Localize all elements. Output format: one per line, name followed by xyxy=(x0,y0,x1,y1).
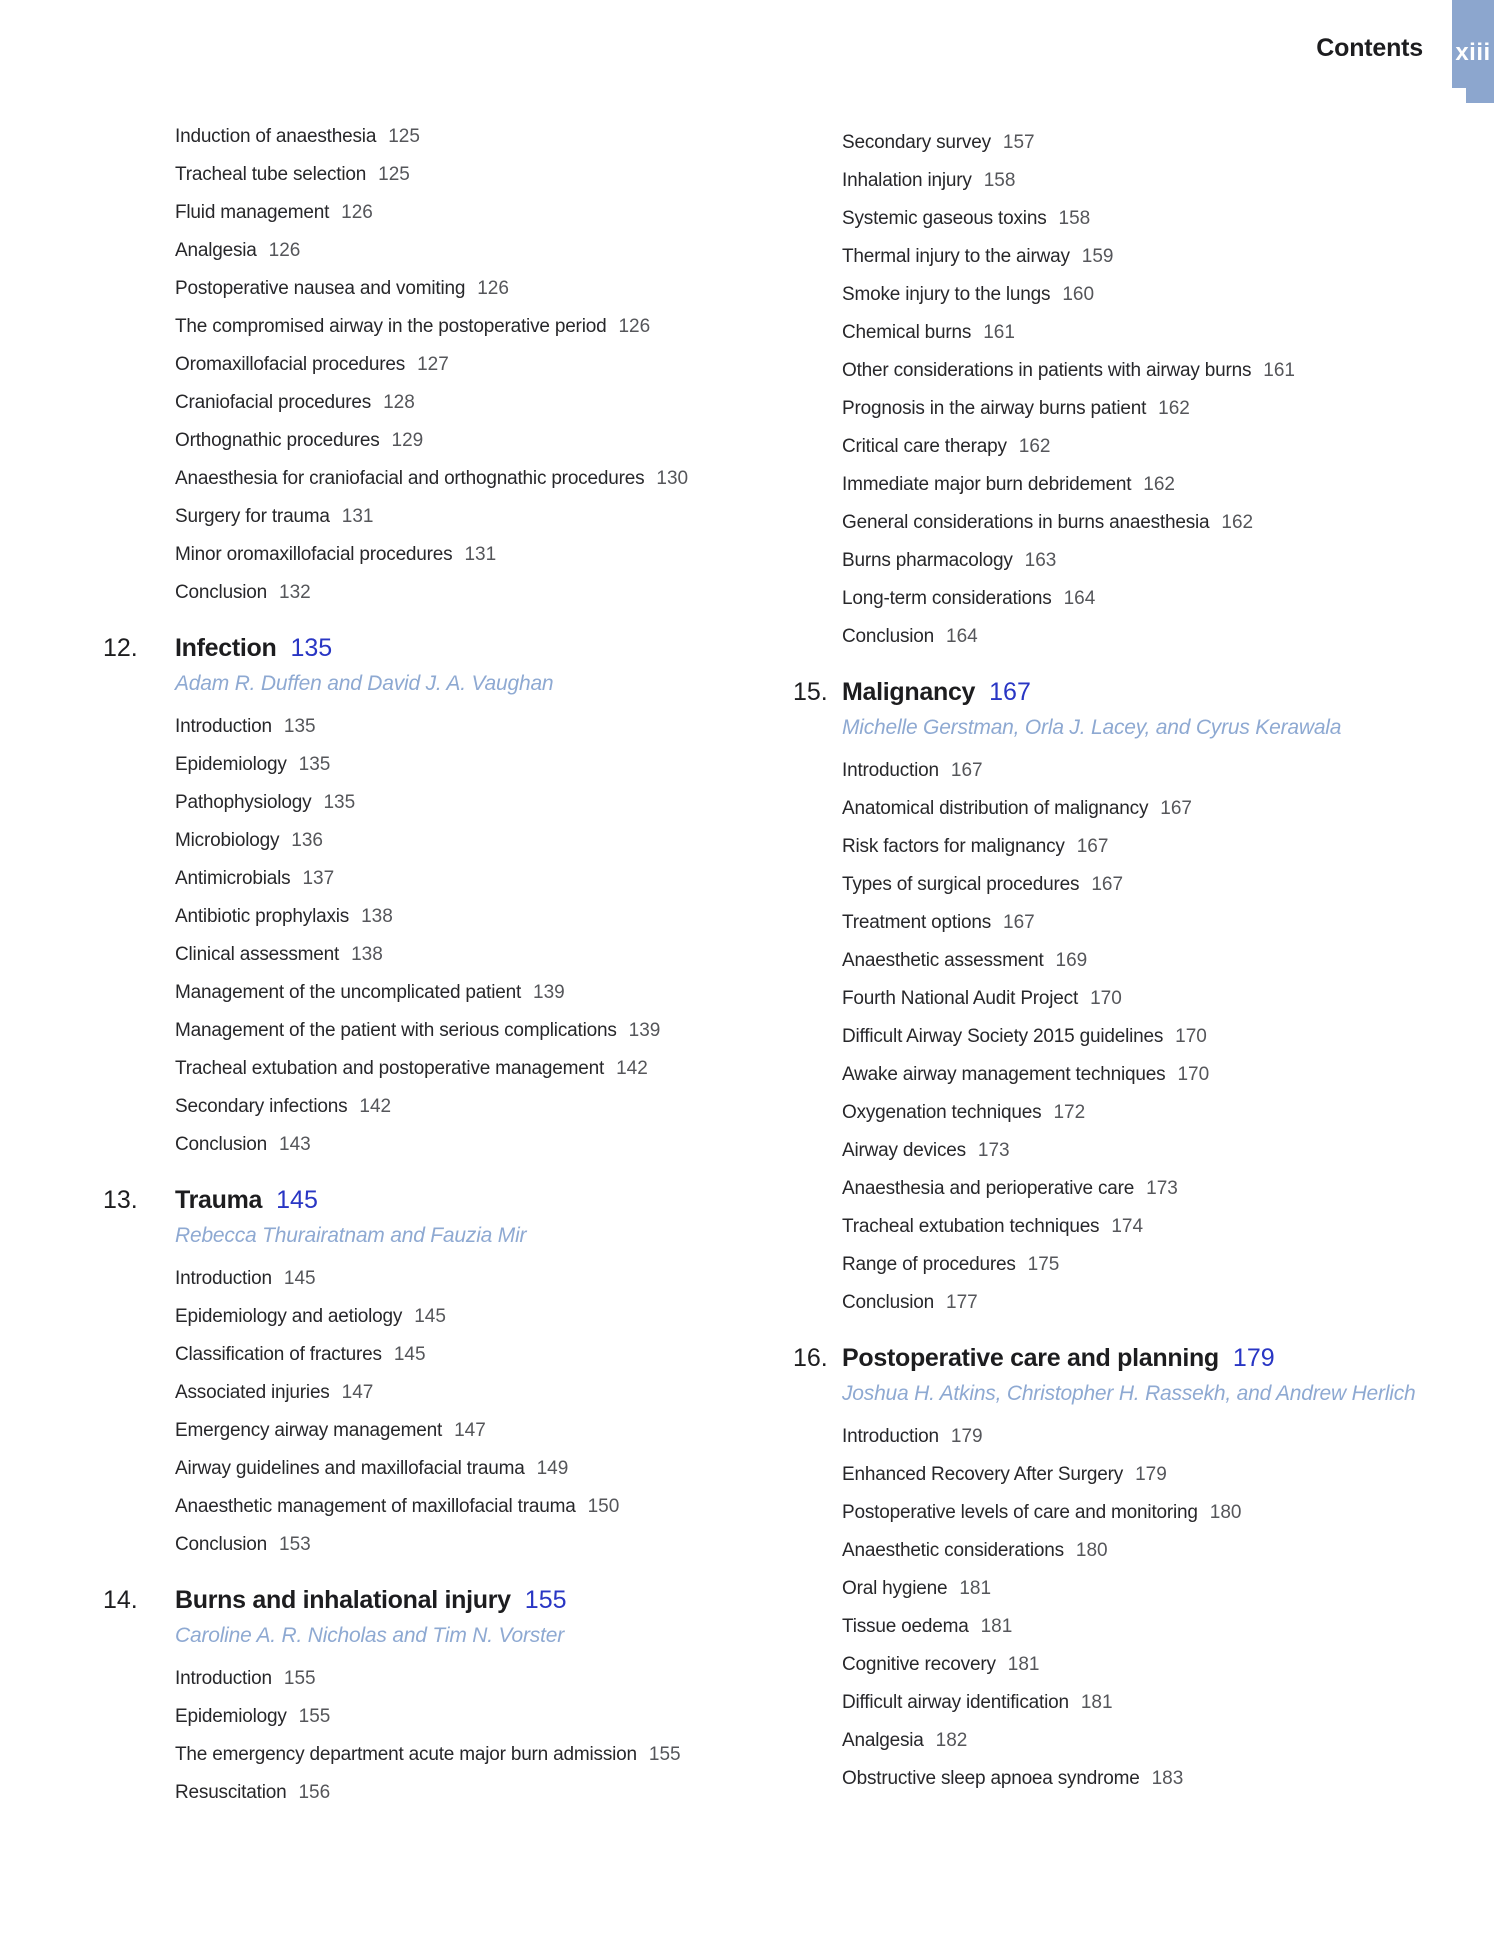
toc-entry xyxy=(842,200,1482,238)
toc-entry xyxy=(842,790,1482,828)
toc-entry xyxy=(175,1374,805,1412)
toc-entry-label: Burns pharmacology xyxy=(842,550,1013,571)
toc-entry-page: 147 xyxy=(341,1382,374,1403)
toc-entry-label: Long-term considerations xyxy=(842,588,1052,609)
toc-entry-page: 159 xyxy=(1081,246,1114,267)
toc-entry-page: 139 xyxy=(628,1020,661,1041)
toc-entry-page: 183 xyxy=(1151,1768,1184,1789)
toc-entry xyxy=(175,270,805,308)
toc-entry-label: Immediate major burn debridement xyxy=(842,474,1132,495)
toc-entry xyxy=(175,1336,805,1374)
toc-entry-page: 126 xyxy=(477,278,509,299)
toc-entry-page: 162 xyxy=(1221,512,1254,533)
toc-entry-page: 164 xyxy=(1063,588,1096,609)
toc-entry xyxy=(842,428,1482,466)
toc-entry-page: 162 xyxy=(1018,436,1051,457)
toc-entry xyxy=(175,1260,805,1298)
toc-entry xyxy=(175,860,805,898)
chapter-heading xyxy=(793,1338,1482,1378)
toc-entry xyxy=(842,1494,1482,1532)
page-number-label: xiii xyxy=(1455,39,1491,66)
toc-entry xyxy=(175,460,805,498)
toc-entry-label: Oromaxillofacial procedures xyxy=(175,354,406,375)
toc-entry-page: 173 xyxy=(1146,1178,1178,1199)
toc-entry-label: Management of the uncomplicated patient xyxy=(175,982,522,1003)
chapter-heading xyxy=(103,1180,805,1220)
toc-entry-page: 139 xyxy=(533,982,565,1003)
toc-entry-page: 167 xyxy=(1076,836,1109,857)
toc-entry-label: Introduction xyxy=(175,1668,272,1689)
chapter-authors: Michelle Gerstman, Orla J. Lacey, and Cyrus Kerawala xyxy=(842,716,1342,739)
toc-entry xyxy=(842,1094,1482,1132)
toc-entry-label: Airway devices xyxy=(842,1140,966,1161)
toc-entry-label: Obstructive sleep apnoea syndrome xyxy=(842,1768,1140,1789)
toc-entry-label: Epidemiology xyxy=(175,754,287,775)
toc-entry-page: 179 xyxy=(1135,1464,1167,1485)
toc-entry xyxy=(175,784,805,822)
toc-entry xyxy=(175,308,805,346)
toc-entry-label: Introduction xyxy=(175,716,272,737)
toc-entry-label: Anaesthesia for craniofacial and orthognathic procedures xyxy=(175,468,645,489)
toc-entry-page: 132 xyxy=(279,582,311,603)
chapter-title: Burns and inhalational injury xyxy=(175,1586,511,1614)
toc-entry-page: 142 xyxy=(616,1058,648,1079)
toc-entry-label: Conclusion xyxy=(842,626,934,647)
toc-entry-page: 160 xyxy=(1062,284,1095,305)
toc-entry xyxy=(175,974,805,1012)
toc-entry-page: 161 xyxy=(1263,360,1295,381)
toc-entry-label: Treatment options xyxy=(842,912,992,933)
toc-entry xyxy=(842,352,1482,390)
toc-entry xyxy=(175,746,805,784)
toc-entry-label: Emergency airway management xyxy=(175,1420,443,1441)
toc-entry-label: The compromised airway in the postoperative period xyxy=(175,316,607,337)
toc-entry xyxy=(175,422,805,460)
chapter-number: 13. xyxy=(103,1186,138,1214)
toc-entry xyxy=(842,828,1482,866)
toc-entry-label: Tissue oedema xyxy=(842,1616,969,1637)
toc-entry-page: 157 xyxy=(1002,132,1035,153)
toc-entry-page: 167 xyxy=(1091,874,1124,895)
toc-entry-page: 138 xyxy=(351,944,383,965)
toc-entry-page: 131 xyxy=(341,506,374,527)
toc-entry xyxy=(842,542,1482,580)
toc-entry-label: Analgesia xyxy=(175,240,257,261)
toc-entry-page: 128 xyxy=(383,392,415,413)
toc-entry xyxy=(175,232,805,270)
chapter-page-number: 135 xyxy=(290,634,333,662)
toc-entry-page: 126 xyxy=(618,316,651,337)
page-title: Contents xyxy=(1316,34,1423,62)
toc-entry-page: 135 xyxy=(298,754,331,775)
toc-entry-label: Antimicrobials xyxy=(175,868,291,889)
toc-entry xyxy=(842,238,1482,276)
toc-entry-page: 180 xyxy=(1075,1540,1108,1561)
toc-entry-page: 161 xyxy=(983,322,1015,343)
toc-entry xyxy=(175,194,805,232)
chapter-authors: Caroline A. R. Nicholas and Tim N. Vorster xyxy=(175,1624,564,1647)
chapter-number: 14. xyxy=(103,1586,138,1614)
toc-entry xyxy=(175,156,805,194)
toc-entry xyxy=(842,1532,1482,1570)
toc-chapter-section xyxy=(793,672,1482,1322)
toc-entry-page: 155 xyxy=(298,1706,331,1727)
toc-entry-list xyxy=(175,1660,805,1812)
toc-entry-label: Critical care therapy xyxy=(842,436,1007,457)
toc-entry xyxy=(842,1684,1482,1722)
toc-entry xyxy=(842,942,1482,980)
chapter-page-number: 145 xyxy=(276,1186,318,1214)
toc-entry-label: Cognitive recovery xyxy=(842,1654,996,1675)
chapter-heading xyxy=(793,672,1482,712)
toc-entry xyxy=(175,1488,805,1526)
toc-entry-label: Difficult airway identification xyxy=(842,1692,1069,1713)
toc-entry xyxy=(175,1736,805,1774)
toc-entry-page: 145 xyxy=(393,1344,426,1365)
chapter-number: 12. xyxy=(103,634,138,662)
toc-entry xyxy=(842,1208,1482,1246)
toc-entry xyxy=(842,1056,1482,1094)
toc-entry-label: Fourth National Audit Project xyxy=(842,988,1079,1009)
toc-entry-label: Enhanced Recovery After Surgery xyxy=(842,1464,1124,1485)
toc-entry-label: Tracheal tube selection xyxy=(175,164,367,185)
toc-entry-label: Chemical burns xyxy=(842,322,972,343)
toc-entry-page: 135 xyxy=(323,792,356,813)
toc-entry-label: Introduction xyxy=(842,760,939,781)
toc-entry-page: 126 xyxy=(341,202,373,223)
chapter-title: Infection xyxy=(175,634,277,662)
toc-entry-page: 167 xyxy=(1003,912,1035,933)
toc-entry-label: Tracheal extubation techniques xyxy=(842,1216,1100,1237)
toc-entry-label: Resuscitation xyxy=(175,1782,287,1803)
toc-entry-page: 158 xyxy=(983,170,1016,191)
toc-entry-page: 135 xyxy=(283,716,316,737)
toc-entry xyxy=(842,580,1482,618)
toc-entry-page: 181 xyxy=(959,1578,992,1599)
toc-entry xyxy=(842,504,1482,542)
toc-entry-label: Anaesthetic management of maxillofacial trauma xyxy=(175,1496,576,1517)
toc-entry xyxy=(842,314,1482,352)
toc-entry xyxy=(842,866,1482,904)
toc-entry-list xyxy=(842,124,1482,656)
toc-entry-list xyxy=(842,1418,1482,1798)
toc-entry xyxy=(175,1088,805,1126)
toc-entry-page: 167 xyxy=(1160,798,1192,819)
toc-entry-page: 173 xyxy=(977,1140,1010,1161)
toc-entry xyxy=(175,118,805,156)
toc-entry-page: 175 xyxy=(1027,1254,1060,1275)
toc-entry xyxy=(842,752,1482,790)
toc-entry-label: Clinical assessment xyxy=(175,944,340,965)
chapter-authors: Rebecca Thurairatnam and Fauzia Mir xyxy=(175,1224,527,1247)
toc-entry-page: 129 xyxy=(391,430,424,451)
toc-entry xyxy=(842,1570,1482,1608)
toc-entry xyxy=(842,904,1482,942)
toc-entry-page: 170 xyxy=(1177,1064,1210,1085)
toc-entry xyxy=(842,390,1482,428)
toc-entry-label: Microbiology xyxy=(175,830,280,851)
toc-entry-page: 170 xyxy=(1090,988,1122,1009)
toc-entry-page: 181 xyxy=(980,1616,1013,1637)
toc-entry xyxy=(175,1774,805,1812)
toc-entry xyxy=(175,1526,805,1564)
toc-entry-page: 163 xyxy=(1024,550,1057,571)
toc-chapter-section xyxy=(103,1180,805,1564)
toc-entry xyxy=(175,1450,805,1488)
toc-entry-page: 162 xyxy=(1158,398,1190,419)
page-number-tab xyxy=(1452,0,1494,88)
toc-entry xyxy=(842,1246,1482,1284)
toc-entry-list xyxy=(175,1260,805,1564)
toc-entry-page: 155 xyxy=(283,1668,316,1689)
chapter-authors: Adam R. Duffen and David J. A. Vaughan xyxy=(175,672,554,695)
toc-entry-label: Pathophysiology xyxy=(175,792,312,813)
chapter-authors: Joshua H. Atkins, Christopher H. Rassekh, and Andrew Herlich xyxy=(842,1382,1416,1405)
toc-entry-label: Inhalation injury xyxy=(842,170,972,191)
toc-entry-page: 155 xyxy=(648,1744,681,1765)
chapter-title: Trauma xyxy=(175,1186,263,1214)
toc-entry xyxy=(842,1132,1482,1170)
toc-chapter-section xyxy=(793,1338,1482,1798)
chapter-heading xyxy=(103,1580,805,1620)
toc-column-left xyxy=(103,118,805,1812)
toc-entry xyxy=(175,346,805,384)
toc-entry-label: Types of surgical procedures xyxy=(842,874,1080,895)
toc-entry-page: 145 xyxy=(283,1268,316,1289)
toc-entry-list xyxy=(175,708,805,1164)
toc-entry-label: Awake airway management techniques xyxy=(842,1064,1166,1085)
toc-entry-label: Introduction xyxy=(175,1268,272,1289)
toc-entry xyxy=(842,1170,1482,1208)
toc-entry-label: Minor oromaxillofacial procedures xyxy=(175,544,453,565)
toc-entry-label: Smoke injury to the lungs xyxy=(842,284,1051,305)
toc-entry xyxy=(842,466,1482,504)
toc-entry-page: 138 xyxy=(361,906,393,927)
toc-entry xyxy=(175,708,805,746)
toc-entry-page: 127 xyxy=(417,354,449,375)
toc-entry-label: Difficult Airway Society 2015 guidelines xyxy=(842,1026,1164,1047)
toc-entry-label: The emergency department acute major burn admission xyxy=(175,1744,637,1765)
chapter-page-number: 179 xyxy=(1232,1344,1275,1372)
toc-entry-label: Systemic gaseous toxins xyxy=(842,208,1047,229)
toc-entry-label: Conclusion xyxy=(175,1134,267,1155)
toc-entry-label: Tracheal extubation and postoperative management xyxy=(175,1058,605,1079)
toc-entry-page: 164 xyxy=(946,626,978,647)
toc-entry-label: Fluid management xyxy=(175,202,330,223)
chapter-number: 16. xyxy=(793,1344,828,1372)
toc-entry-label: Conclusion xyxy=(175,582,267,603)
toc-entry xyxy=(842,1760,1482,1798)
toc-entry-label: Associated injuries xyxy=(175,1382,330,1403)
toc-continuation-section xyxy=(175,118,805,612)
toc-chapter-section xyxy=(103,1580,805,1812)
toc-entry-page: 149 xyxy=(536,1458,569,1479)
toc-entry-label: Epidemiology and aetiology xyxy=(175,1306,403,1327)
toc-entry-label: Risk factors for malignancy xyxy=(842,836,1065,857)
toc-entry-label: Induction of anaesthesia xyxy=(175,126,377,147)
toc-entry-page: 170 xyxy=(1175,1026,1207,1047)
toc-entry-page: 153 xyxy=(279,1534,311,1555)
toc-entry-label: Surgery for trauma xyxy=(175,506,330,527)
toc-entry-label: Range of procedures xyxy=(842,1254,1016,1275)
toc-entry-label: Oxygenation techniques xyxy=(842,1102,1042,1123)
toc-entry-label: Orthognathic procedures xyxy=(175,430,380,451)
toc-entry xyxy=(842,1722,1482,1760)
toc-entry-label: Thermal injury to the airway xyxy=(842,246,1070,267)
toc-entry-label: Anaesthetic assessment xyxy=(842,950,1044,971)
toc-entry-label: Epidemiology xyxy=(175,1706,287,1727)
toc-entry-label: Postoperative nausea and vomiting xyxy=(175,278,466,299)
toc-entry-label: Conclusion xyxy=(175,1534,267,1555)
toc-entry xyxy=(175,498,805,536)
toc-entry-label: Secondary infections xyxy=(175,1096,348,1117)
toc-entry-label: Prognosis in the airway burns patient xyxy=(842,398,1147,419)
toc-entry-label: Craniofacial procedures xyxy=(175,392,372,413)
chapter-title: Postoperative care and planning xyxy=(842,1344,1219,1372)
toc-entry xyxy=(175,1012,805,1050)
toc-entry xyxy=(842,1456,1482,1494)
toc-entry-page: 125 xyxy=(378,164,410,185)
toc-entry xyxy=(842,980,1482,1018)
toc-entry-page: 142 xyxy=(359,1096,392,1117)
toc-entry xyxy=(175,1412,805,1450)
toc-entry-page: 177 xyxy=(946,1292,978,1313)
toc-entry-page: 143 xyxy=(279,1134,311,1155)
toc-entry xyxy=(175,536,805,574)
toc-column-right xyxy=(793,124,1482,1798)
toc-entry-page: 181 xyxy=(1080,1692,1113,1713)
chapter-heading xyxy=(103,628,805,668)
toc-entry-label: Classification of fractures xyxy=(175,1344,382,1365)
chapter-page-number: 155 xyxy=(524,1586,567,1614)
toc-entry xyxy=(175,574,805,612)
toc-entry-page: 131 xyxy=(464,544,497,565)
chapter-page-number: 167 xyxy=(989,678,1031,706)
toc-entry-page: 126 xyxy=(268,240,301,261)
toc-entry xyxy=(842,1646,1482,1684)
toc-entry-label: General considerations in burns anaesthesia xyxy=(842,512,1210,533)
toc-chapter-section xyxy=(103,628,805,1164)
toc-entry xyxy=(175,1298,805,1336)
toc-entry xyxy=(842,1418,1482,1456)
toc-entry xyxy=(842,162,1482,200)
toc-entry xyxy=(842,276,1482,314)
toc-entry-page: 181 xyxy=(1007,1654,1040,1675)
toc-entry-label: Analgesia xyxy=(842,1730,924,1751)
toc-entry xyxy=(175,1698,805,1736)
toc-entry-label: Conclusion xyxy=(842,1292,934,1313)
toc-entry-list xyxy=(842,752,1482,1322)
chapter-title: Malignancy xyxy=(842,678,976,706)
toc-continuation-section xyxy=(842,124,1482,656)
toc-entry xyxy=(175,1660,805,1698)
toc-entry-label: Oral hygiene xyxy=(842,1578,948,1599)
toc-entry-page: 172 xyxy=(1053,1102,1086,1123)
toc-entry-label: Secondary survey xyxy=(842,132,991,153)
toc-entry xyxy=(175,384,805,422)
toc-entry-page: 137 xyxy=(302,868,335,889)
toc-entry-label: Antibiotic prophylaxis xyxy=(175,906,350,927)
toc-entry-label: Anatomical distribution of malignancy xyxy=(842,798,1149,819)
toc-entry-page: 169 xyxy=(1055,950,1088,971)
toc-entry-page: 180 xyxy=(1209,1502,1242,1523)
toc-entry-label: Anaesthesia and perioperative care xyxy=(842,1178,1135,1199)
toc-entry-page: 158 xyxy=(1058,208,1091,229)
toc-entry-label: Airway guidelines and maxillofacial trauma xyxy=(175,1458,525,1479)
toc-entry xyxy=(842,1608,1482,1646)
toc-entry-label: Management of the patient with serious complications xyxy=(175,1020,617,1041)
chapter-number: 15. xyxy=(793,678,828,706)
toc-entry-label: Other considerations in patients with airway burns xyxy=(842,360,1252,381)
toc-entry xyxy=(842,124,1482,162)
toc-entry xyxy=(175,1050,805,1088)
toc-entry-list xyxy=(175,118,805,612)
toc-entry xyxy=(175,1126,805,1164)
toc-entry xyxy=(175,936,805,974)
toc-entry-page: 179 xyxy=(950,1426,983,1447)
toc-entry xyxy=(175,898,805,936)
toc-entry-page: 174 xyxy=(1111,1216,1144,1237)
toc-entry-page: 156 xyxy=(298,1782,331,1803)
toc-entry-page: 162 xyxy=(1143,474,1175,495)
toc-entry-page: 147 xyxy=(454,1420,486,1441)
toc-entry-page: 136 xyxy=(291,830,323,851)
toc-entry-page: 125 xyxy=(388,126,420,147)
toc-entry xyxy=(175,822,805,860)
toc-entry-page: 145 xyxy=(414,1306,446,1327)
toc-entry-label: Postoperative levels of care and monitoring xyxy=(842,1502,1198,1523)
toc-entry xyxy=(842,1018,1482,1056)
toc-entry-page: 167 xyxy=(950,760,983,781)
toc-entry xyxy=(842,618,1482,656)
page-number-tab-step xyxy=(1466,88,1494,103)
toc-entry-page: 150 xyxy=(587,1496,620,1517)
toc-entry-page: 130 xyxy=(656,468,689,489)
toc-entry-label: Introduction xyxy=(842,1426,939,1447)
toc-entry-label: Anaesthetic considerations xyxy=(842,1540,1064,1561)
toc-entry-page: 182 xyxy=(935,1730,968,1751)
toc-entry xyxy=(842,1284,1482,1322)
